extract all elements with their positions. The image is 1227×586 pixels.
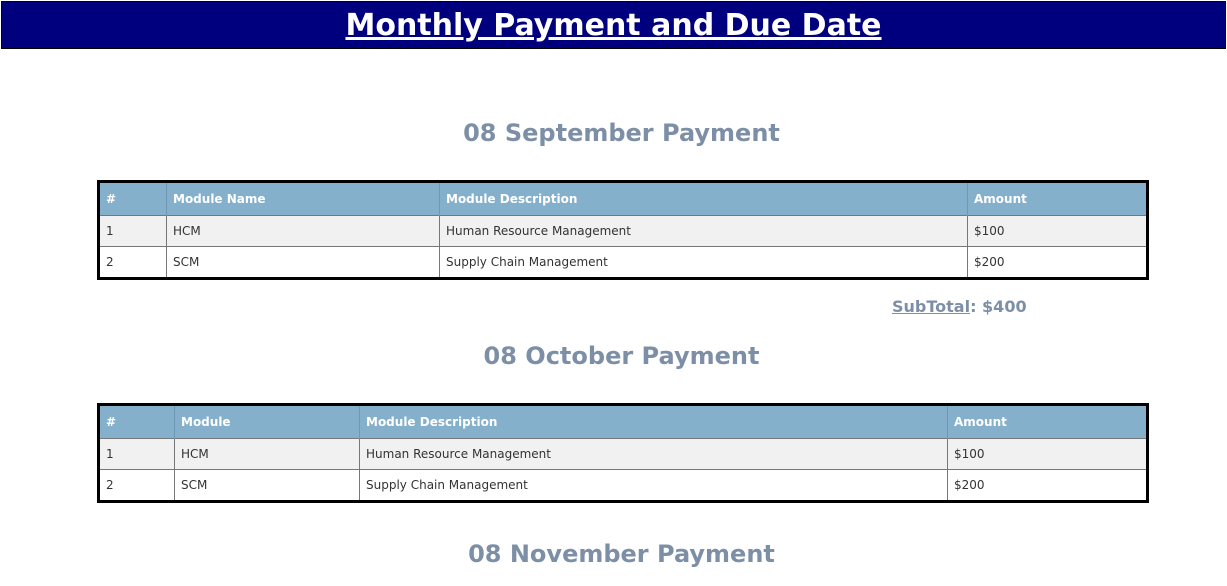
subtotal-label[interactable]: SubTotal xyxy=(892,297,971,316)
table-cell: 2 xyxy=(99,247,167,279)
table-cell: $100 xyxy=(948,439,1148,470)
table-cell: $200 xyxy=(948,470,1148,502)
table-row xyxy=(99,216,1148,247)
column-header[interactable]: Amount xyxy=(968,182,1148,216)
table-cell: 2 xyxy=(99,470,175,502)
table-cell: SCM xyxy=(167,247,440,279)
table-cell: 1 xyxy=(99,439,175,470)
subtotal xyxy=(892,297,1027,316)
section-title-september: 08 September Payment xyxy=(463,119,780,147)
section-title-october: 08 October Payment xyxy=(483,342,760,370)
table-cell: SCM xyxy=(175,470,360,502)
column-header[interactable]: Amount xyxy=(948,405,1148,439)
table-cell: $100 xyxy=(968,216,1148,247)
column-header[interactable]: Module Name xyxy=(167,182,440,216)
column-header[interactable]: Module Description xyxy=(440,182,968,216)
table-cell: Human Resource Management xyxy=(440,216,968,247)
table-cell: Supply Chain Management xyxy=(360,470,948,502)
subtotal-value: : $400 xyxy=(970,297,1027,316)
page-title: Monthly Payment and Due Date xyxy=(345,7,882,43)
table-row xyxy=(99,439,1148,470)
table-header-row xyxy=(99,182,1148,216)
payment-table-september xyxy=(97,180,1149,280)
table-cell: Human Resource Management xyxy=(360,439,948,470)
table-cell: Supply Chain Management xyxy=(440,247,968,279)
table-cell: 1 xyxy=(99,216,167,247)
section-title-november: 08 November Payment xyxy=(468,540,775,568)
table-row xyxy=(99,247,1148,279)
table-header-row xyxy=(99,405,1148,439)
column-header[interactable]: # xyxy=(99,182,167,216)
table-row xyxy=(99,470,1148,502)
payment-table-october xyxy=(97,403,1149,503)
page-header xyxy=(1,1,1226,49)
table-cell: HCM xyxy=(167,216,440,247)
table-cell: HCM xyxy=(175,439,360,470)
column-header[interactable]: Module Description xyxy=(360,405,948,439)
column-header[interactable]: Module xyxy=(175,405,360,439)
column-header[interactable]: # xyxy=(99,405,175,439)
table-cell: $200 xyxy=(968,247,1148,279)
